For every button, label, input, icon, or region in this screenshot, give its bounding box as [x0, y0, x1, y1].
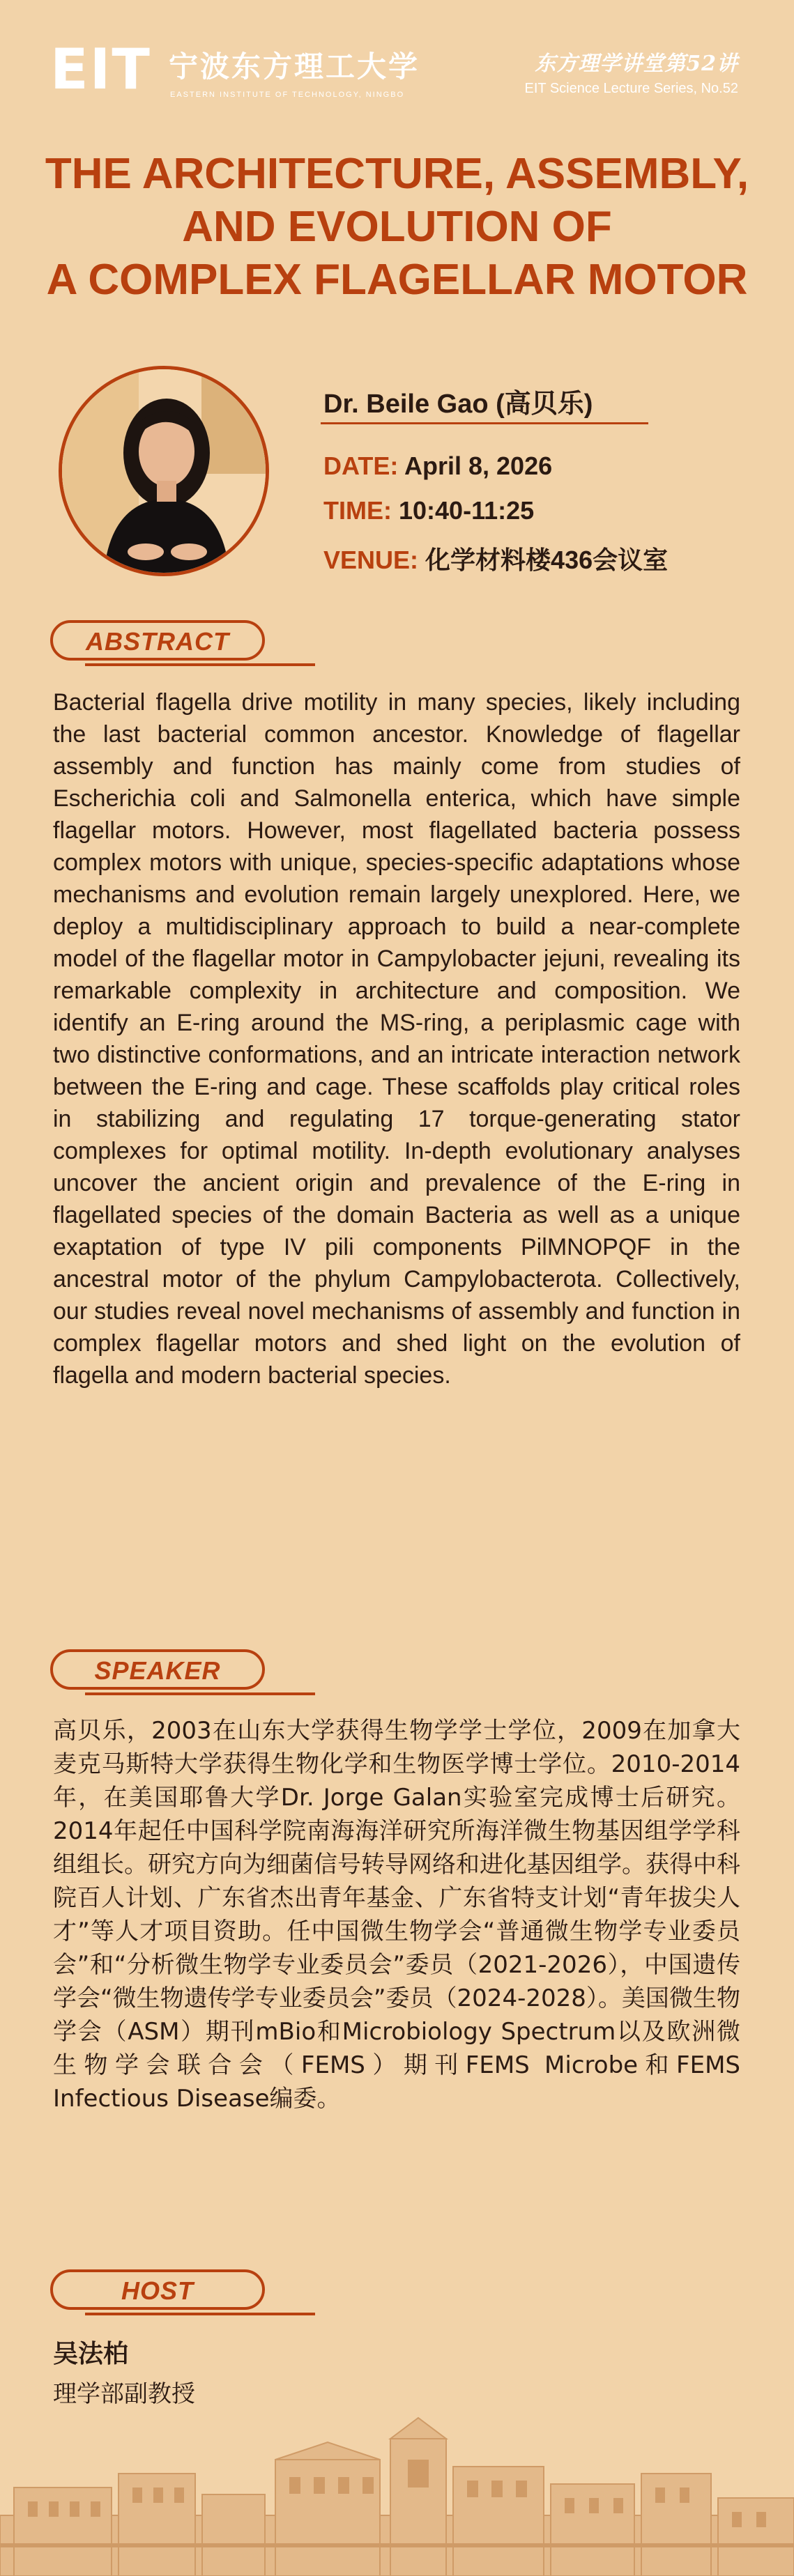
venue-value: 化学材料楼436会议室: [425, 546, 669, 574]
title-line-2: AND EVOLUTION OF: [182, 203, 612, 251]
host-label: HOST: [121, 2276, 194, 2305]
logo-chinese-name: 宁波东方理工大学: [169, 49, 420, 84]
host-section-header: [50, 2269, 273, 2314]
time-label: TIME:: [323, 496, 392, 525]
lecture-series-chinese: 东方理学讲堂第52讲: [535, 52, 738, 76]
date-label: DATE:: [323, 452, 399, 480]
speaker-section-header: [50, 1649, 273, 1694]
venue-label: VENUE:: [323, 546, 419, 574]
speaker-header-rule: [85, 1692, 315, 1695]
abstract-text: Bacterial flagella drive motility in many species, likely including the last bacterial common ancestor. Knowledge of flagellar assembly and function has mainly come from studies of Escherichia coli and Salmonella enterica, which have simple flagellar motors. However, most flagellated bacteria possess complex motors with unique, species-specific adaptations whose mechanisms and evolution remain largely unexplored. Here, we deploy a multidisciplinary approach to build a near-complete model of the flagellar motor in Campylobacter jejuni, revealing its remarkable complexity in architecture and composition. We identify an E-ring around the MS-ring, a periplasmic cage with two distinctive conformations, and an intricate interaction network between the E-ring and cage. These scaffolds play critical roles in stabilizing and regulating 17 torque-generating stator complexes for optimal motility. In-depth evolutionary analyses uncover the ancient origin and prevalence of the E-ring in flagellated species of the domain Bacteria as well as a unique exaptation of type IV pili components PilMNOPQF in the ancestral motor of the phylum Campylobacterota. Collectively, our studies reveal novel mechanisms of assembly and function in complex flagellar motors and shed light on the evolution of flagella and modern bacterial species.: [53, 689, 740, 1389]
title-line-3: A COMPLEX FLAGELLAR MOTOR: [46, 256, 748, 304]
campus-skyline-illustration: [0, 2411, 794, 2576]
header: [0, 0, 794, 132]
time-line: [323, 496, 534, 525]
lecture-title: [28, 148, 766, 307]
host-header-rule: [85, 2313, 315, 2315]
host-name: 吴法柏: [53, 2339, 129, 2368]
time-value: 10:40-11:25: [399, 496, 535, 525]
speaker-portrait-illustration: [62, 369, 266, 573]
speaker-name-underline: [321, 422, 648, 424]
abstract-section-header: [50, 620, 273, 665]
speaker-photo: [59, 366, 269, 576]
lecture-series-english: EIT Science Lecture Series, No.52: [524, 81, 738, 96]
abstract-header-rule: [85, 663, 315, 666]
lecture-series: [487, 46, 738, 97]
speaker-name: Dr. Beile Gao (高贝乐): [323, 390, 593, 419]
date-value: April 8, 2026: [404, 452, 553, 480]
date-line: [323, 452, 552, 481]
venue-line: [323, 541, 668, 576]
speaker-label: SPEAKER: [94, 1656, 221, 1685]
speaker-bio: 高贝乐，2003在山东大学获得生物学学士学位，2009在加拿大麦克马斯特大学获得生物化学和生物医学博士学位。2010-2014年，在美国耶鲁大学Dr. Jorge Galan实验室完成博士后研究。2014年起任中国科学院南海海洋研究所海洋微生物基因组学学科组组长。研究方向为细菌信号转导网络和进化基因组学。获得中科院百人计划、广东省杰出青年基金、广东省特支计划“青年拔尖人才”等人才项目资助。任中国微生物学会“普通微生物学专业委员会”和“分析微生物学专业委员会”委员（2021-2026），中国遗传学会“微生物遗传学专业委员会”委员（2024-2028）。美国微生物学会（ASM）期刊mBio和Microbiology Spectrum以及欧洲微生物学会联合会（FEMS）期刊FEMS Microbe和FEMS Infectious Disease编委。: [53, 1717, 740, 2113]
university-logo[interactable]: [50, 37, 420, 111]
abstract-label: ABSTRACT: [86, 627, 229, 656]
logo-english-name: EASTERN INSTITUTE OF TECHNOLOGY, NINGBO: [170, 91, 405, 99]
logo-mark: EIT: [50, 37, 151, 102]
host-title: 理学部副教授: [53, 2381, 195, 2407]
title-line-1: THE ARCHITECTURE, ASSEMBLY,: [45, 150, 749, 198]
